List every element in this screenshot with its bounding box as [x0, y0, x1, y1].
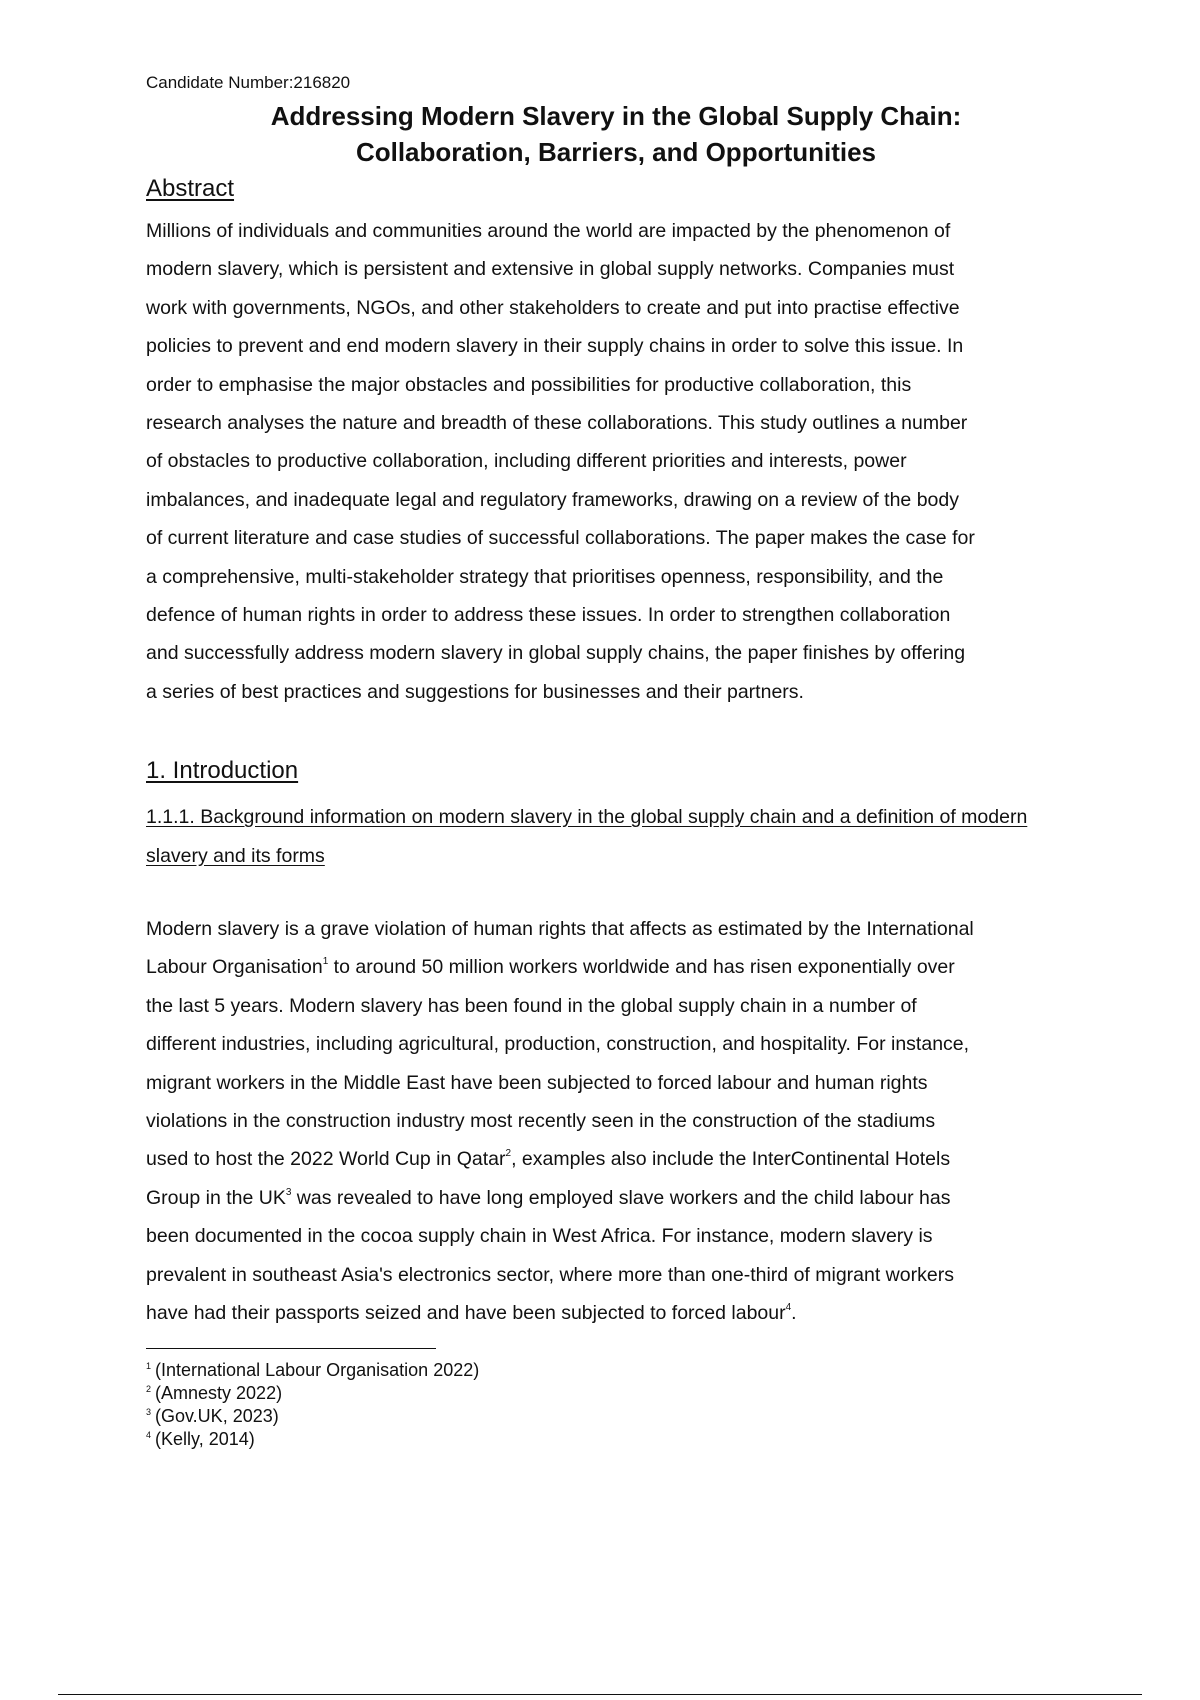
footnote-ref[interactable]: 3 — [285, 1186, 292, 1198]
body-line: different industries, including agricultural, production, construction, and hospitality. For instance, — [146, 1033, 970, 1056]
abstract-line: and successfully address modern slavery in global supply chains, the paper finishes by offering — [146, 642, 966, 665]
body-text: , examples also include the InterContinental Hotels — [511, 1148, 951, 1171]
abstract-line: order to emphasise the major obstacles and possibilities for productive collaboration, this — [146, 373, 912, 396]
paper-title-line-2: Collaboration, Barriers, and Opportunities — [355, 137, 877, 167]
body-line: been documented in the cocoa supply chain in West Africa. For instance, modern slavery is — [146, 1225, 933, 1248]
body-text: . — [791, 1302, 797, 1325]
candidate-number: Candidate Number:216820 — [146, 73, 351, 92]
body-line — [146, 1140, 1096, 1178]
introduction-paragraph — [146, 910, 1096, 1332]
footnote-number: 3 — [146, 1407, 152, 1417]
footnote-text: (International Labour Organisation 2022) — [155, 1360, 480, 1380]
page-bottom-rule — [58, 1694, 1142, 1695]
body-text: was revealed to have long employed slave workers and the child labour has — [291, 1186, 951, 1209]
abstract-line: research analyses the nature and breadth of these collaborations. This study outlines a number — [146, 412, 968, 435]
abstract-heading: Abstract — [146, 175, 235, 202]
footnote — [146, 1405, 479, 1428]
abstract-line: a comprehensive, multi-stakeholder strategy that prioritises openness, responsibility, and the — [146, 565, 944, 588]
introduction-heading: 1. Introduction — [146, 757, 299, 784]
body-text: Labour Organisation — [146, 956, 323, 979]
abstract-paragraph — [146, 212, 1096, 711]
footnote — [146, 1382, 479, 1405]
footnote-ref[interactable]: 1 — [322, 956, 329, 968]
footnote-number: 1 — [146, 1361, 152, 1371]
footnote-text: (Gov.UK, 2023) — [155, 1406, 279, 1426]
footnote — [146, 1428, 479, 1451]
body-line — [146, 948, 1096, 986]
footnote-number: 2 — [146, 1384, 152, 1394]
body-line — [146, 1294, 1096, 1332]
abstract-line: work with governments, NGOs, and other stakeholders to create and put into practise effective — [146, 296, 960, 319]
abstract-line: defence of human rights in order to address these issues. In order to strengthen collaboration — [146, 604, 951, 627]
footnote-number: 4 — [146, 1430, 152, 1440]
body-line: violations in the construction industry most recently seen in the construction of the stadiums — [146, 1110, 936, 1133]
paper-title-line-1: Addressing Modern Slavery in the Global Supply Chain: — [270, 101, 962, 131]
footnote-separator — [146, 1348, 436, 1349]
body-line: migrant workers in the Middle East have been subjected to forced labour and human rights — [146, 1071, 928, 1094]
body-text: Group in the UK — [146, 1186, 286, 1209]
introduction-subheading: 1.1.1. Background information on modern slavery in the global supply chain and a definition of modern slavery and its forms — [146, 806, 1028, 867]
footnote — [146, 1359, 479, 1382]
footnote-text: (Amnesty 2022) — [155, 1383, 283, 1403]
body-text: used to host the 2022 World Cup in Qatar — [146, 1148, 506, 1171]
abstract-line: of obstacles to productive collaboration, including different priorities and interests, power — [146, 450, 907, 473]
footnote-ref[interactable]: 4 — [785, 1302, 792, 1314]
abstract-line: modern slavery, which is persistent and extensive in global supply networks. Companies must — [146, 258, 955, 281]
abstract-line: of current literature and case studies of successful collaborations. The paper makes the case for — [146, 527, 975, 550]
abstract-line: Millions of individuals and communities around the world are impacted by the phenomenon of — [146, 220, 951, 242]
footnotes — [146, 1359, 479, 1451]
abstract-line: policies to prevent and end modern slavery in their supply chains in order to solve this issue. In — [146, 335, 964, 358]
footnote-ref[interactable]: 2 — [505, 1148, 512, 1160]
paper-title — [146, 98, 1086, 170]
abstract-line: a series of best practices and suggestions for businesses and their partners. — [146, 680, 804, 703]
body-text: have had their passports seized and have been subjected to forced labour — [146, 1302, 786, 1325]
footnote-text: (Kelly, 2014) — [155, 1429, 255, 1449]
body-line: prevalent in southeast Asia's electronics sector, where more than one-third of migrant workers — [146, 1263, 954, 1286]
body-line — [146, 1179, 1096, 1217]
body-line: the last 5 years. Modern slavery has been found in the global supply chain in a number of — [146, 994, 917, 1017]
body-text: to around 50 million workers worldwide and has risen exponentially over — [328, 956, 955, 979]
body-line: Modern slavery is a grave violation of human rights that affects as estimated by the International — [146, 918, 974, 940]
abstract-line: imbalances, and inadequate legal and regulatory frameworks, drawing on a review of the body — [146, 488, 959, 511]
